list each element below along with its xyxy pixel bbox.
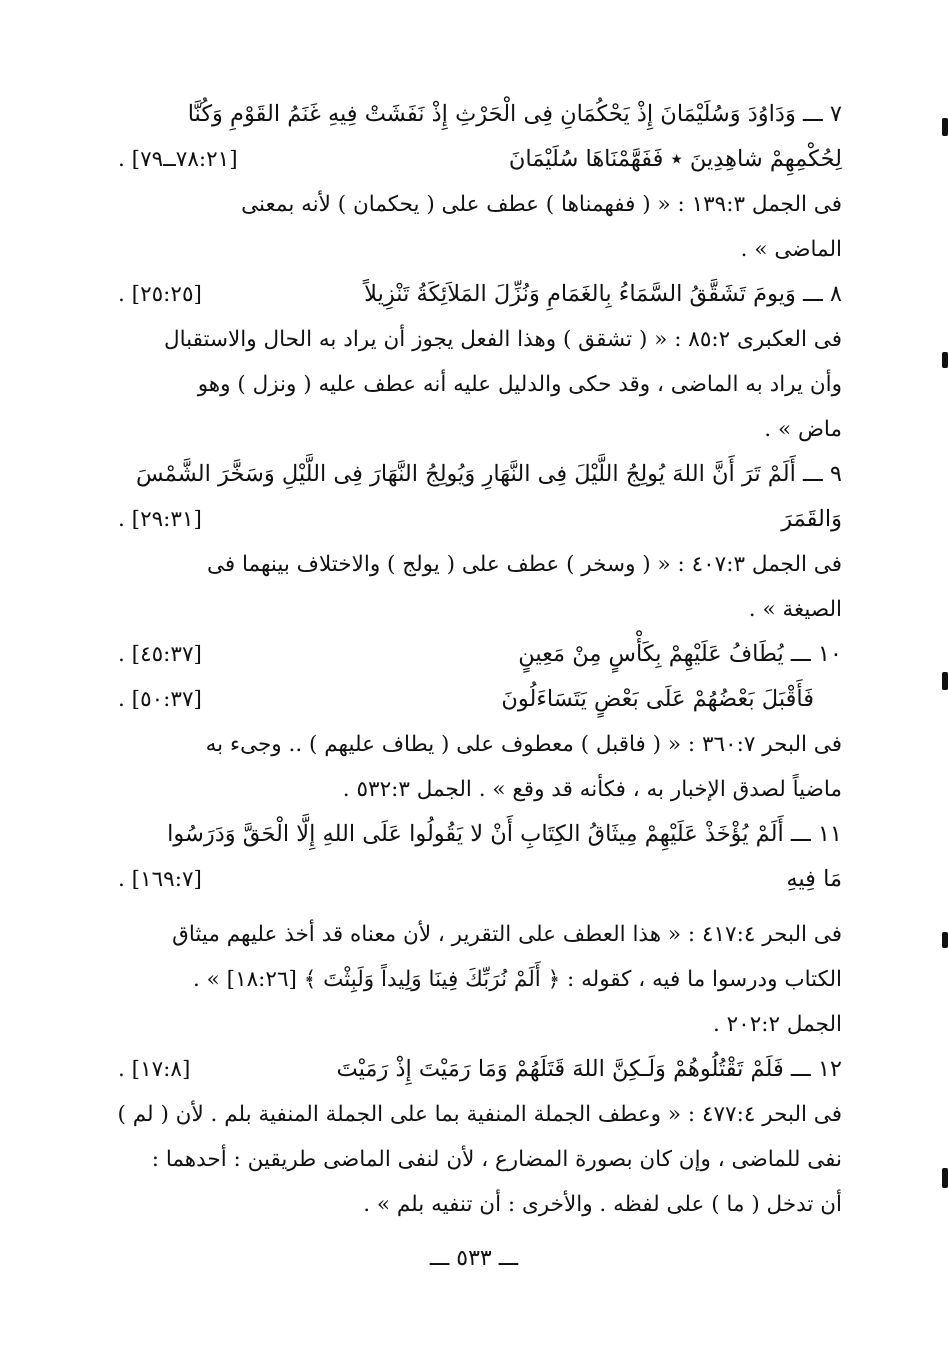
commentary-text: الصيغة » . (748, 597, 842, 622)
verse-text: لِحُكْمِهِمْ شاهِدِينَ ٭ فَفَهَّمْنَاهَا سُلَيْمَانَ (508, 146, 842, 172)
scan-edge-mark (942, 352, 948, 368)
verse-reference: [١٦٩:٧] . (118, 867, 202, 892)
commentary-line (118, 722, 842, 767)
commentary-text: فى البحر ٤٧٧:٤ : « وعطف الجملة المنفية بما على الجملة المنفية بلم . لأن ( لم ) (117, 1102, 842, 1127)
verse-reference: [٥٠:٣٧] . (118, 687, 202, 712)
scan-edge-mark (942, 672, 948, 690)
verse-line (118, 677, 842, 722)
commentary-line (118, 1002, 842, 1047)
commentary-line (118, 587, 842, 632)
verse-line (118, 92, 842, 137)
verse-text: فَأَقْبَلَ بَعْضُهُمْ عَلَى بَعْضٍ يَتَسَاءَلُونَ (501, 686, 814, 712)
commentary-text: ماضياً لصدق الإخبار به ، فكأنه قد وقع » . الجمل ٥٣٢:٣ . (342, 777, 842, 802)
page-number: ـــ ٥٣٣ ـــ (429, 1246, 519, 1271)
verse-reference: [٧٨:٢١ــ٧٩] . (118, 147, 238, 172)
commentary-text: فى البحر ٤١٧:٤ : « هذا العطف على التقرير ، لأن معناه قد أخذ عليهم ميثاق (172, 922, 842, 947)
scan-edge-mark (942, 932, 948, 948)
verse-reference: [٢٩:٣١] . (118, 507, 202, 532)
verse-text: ٨ ـــ وَيومَ تَشَقَّقُ السَّمَاءُ بِالغَمَامِ وَنُزِّلَ المَلاَئِكَةُ تَنْزِيلاً (364, 281, 842, 307)
commentary-line (118, 227, 842, 272)
verse-text: مَا فِيهِ (786, 866, 842, 892)
verse-reference: [٢٥:٢٥] . (118, 282, 202, 307)
verse-line (118, 137, 842, 182)
verse-line (118, 497, 842, 542)
verse-reference: [١٧:٨] . (118, 1057, 191, 1082)
commentary-line (118, 1092, 842, 1137)
scan-edge-mark (942, 118, 948, 136)
commentary-line (118, 182, 842, 227)
commentary-line (118, 1182, 842, 1227)
commentary-line (118, 912, 842, 957)
verse-line (118, 812, 842, 857)
commentary-text: فى العكبرى ٨٥:٢ : « ( تشقق ) وهذا الفعل يجوز أن يراد به الحال والاستقبال (164, 327, 842, 352)
verse-text: ١٠ ـــ يُطَافُ عَلَيْهِمْ بِكَأْسٍ مِنْ مَعِينٍ (518, 641, 842, 667)
verse-text: ١٢ ـــ فَلَمْ تَقْتُلُوهُمْ وَلَـكِنَّ اللهَ قَتَلَهُمْ وَمَا رَمَيْتَ إِذْ رَمَيْتَ (336, 1056, 842, 1082)
commentary-text: الماضى » . (740, 237, 842, 262)
commentary-text: وأن يراد به الماضى ، وقد حكى والدليل عليه أنه عطف عليه ( ونزل ) وهو (197, 372, 842, 397)
commentary-text: الجمل ٢٠٢:٢ . (712, 1012, 842, 1037)
commentary-text: الكتاب ودرسوا ما فيه ، كقوله : ﴿ أَلَمْ نُرَبِّكَ فِينَا وَلِيداً وَلَبِثْتَ ﴾ [١٨:٢٦] » . (193, 967, 842, 992)
verse-line (118, 272, 842, 317)
verse-reference: [٤٥:٣٧] . (118, 642, 202, 667)
commentary-text: أن تدخل ( ما ) على لفظه . والأخرى : أن تنفيه بلم » . (363, 1192, 842, 1217)
commentary-line (118, 542, 842, 587)
commentary-line (118, 957, 842, 1002)
commentary-line (118, 317, 842, 362)
verse-text: ١١ ـــ أَلَمْ يُؤْخَذْ عَلَيْهِمْ مِيثَاقُ الكِتَابِ أَنْ لا يَقُولُوا عَلَى اللهِ إِلَّا الْحَقَّ وَدَرَسُوا (167, 821, 842, 847)
commentary-text: ماض » . (764, 417, 842, 442)
spacer (118, 902, 842, 912)
commentary-text: نفى للماضى ، وإن كان بصورة المضارع ، لأن لنفى الماضى طريقين : أحدهما : (151, 1147, 842, 1172)
verse-text: ٧ ـــ وَدَاوُدَ وَسُلَيْمَانَ إِذْ يَحْكُمَانِ فِى الْحَرْثِ إِذْ نَفَشَتْ فِيهِ غَنَمُ القَوْمِ وَكُنَّا (187, 101, 842, 127)
verse-text: وَالقَمَرَ (781, 506, 842, 532)
commentary-text: فى الجمل ٤٠٧:٣ : « ( وسخر ) عطف على ( يولج ) والاختلاف بينهما فى (206, 552, 842, 577)
commentary-line (118, 767, 842, 812)
verse-line (118, 1047, 842, 1092)
verse-text: ٩ ـــ أَلَمْ تَرَ أَنَّ اللهَ يُولِجُ اللَّيْلَ فِى النَّهَارِ وَيُولِجُ النَّهَارَ فِى اللَّيْلِ وَسَخَّرَ الشَّمْسَ (136, 461, 842, 487)
verse-line (118, 452, 842, 497)
commentary-text: فى الجمل ١٣٩:٣ : « ( ففهمناها ) عطف على ( يحكمان ) لأنه بمعنى (241, 192, 842, 217)
verse-line (118, 857, 842, 902)
commentary-line (118, 407, 842, 452)
scan-edge-mark (942, 1168, 948, 1188)
verse-line (118, 632, 842, 677)
page-body (118, 92, 842, 1227)
commentary-line (118, 362, 842, 407)
commentary-text: فى البحر ٣٦٠:٧ : « ( فاقبل ) معطوف على ( يطاف عليهم ) .. وجىء به (205, 732, 842, 757)
commentary-line (118, 1137, 842, 1182)
